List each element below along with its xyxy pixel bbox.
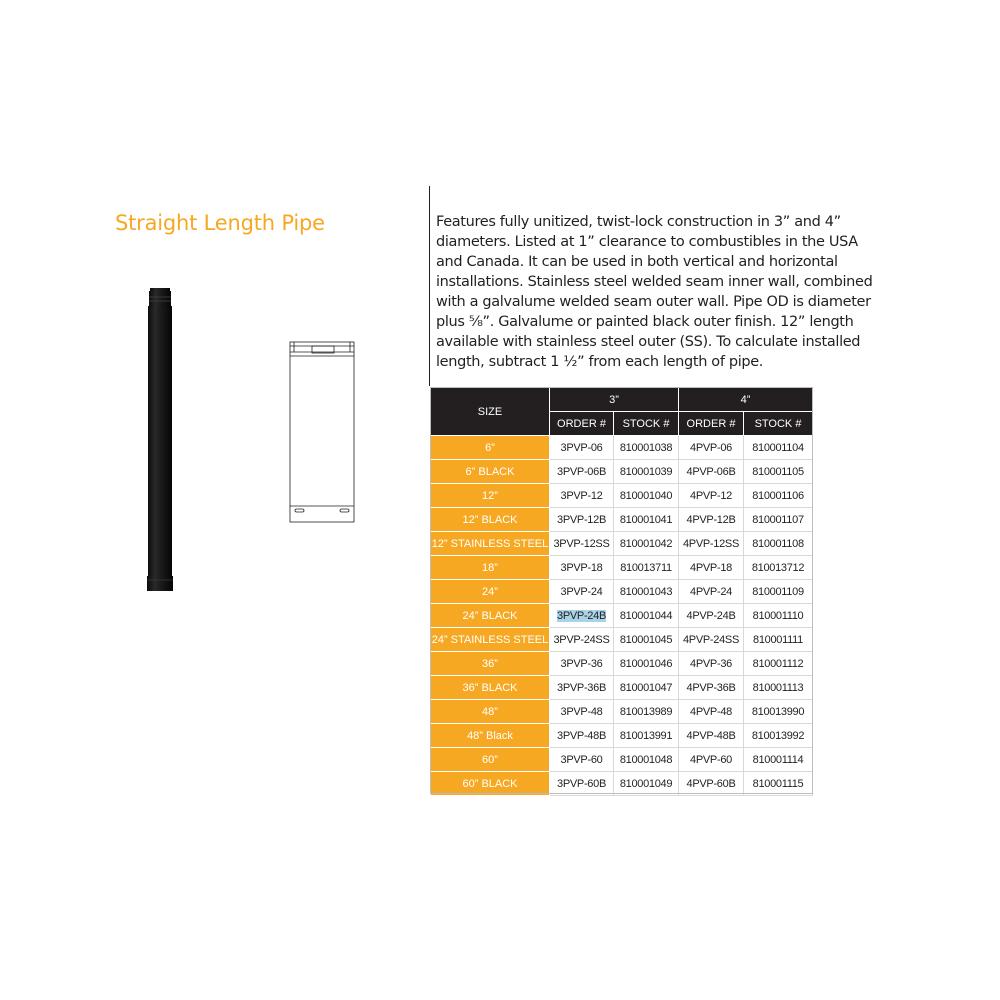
order-cell-3in: 3PVP-60 <box>550 748 614 772</box>
size-cell: 24” BLACK <box>431 604 550 628</box>
order-cell-4in: 4PVP-24SS <box>679 628 744 652</box>
product-description: Features fully unitized, twist-lock construction in 3” and 4” diameters. Listed at 1” clearance to combustibles in the USA and Canada. It can be used in both vertical and horizontal installations. Stainless steel welded seam inner wall, combined with a galvalume welded seam outer wall. Pipe OD is diameter plus ⅝”. Galvalume or painted black outer finish. 12” length available with stainless steel outer (SS). To calculate installed length, subtract 1 ½” from each length of pipe. <box>436 214 873 370</box>
order-header-3in: ORDER # <box>550 412 614 436</box>
order-cell-4in: 4PVP-24 <box>679 580 744 604</box>
order-cell-4in: 4PVP-36 <box>679 652 744 676</box>
order-cell-3in: 3PVP-36 <box>550 652 614 676</box>
stock-cell-4in: 810001110 <box>744 604 813 628</box>
size-cell: 60” <box>431 748 550 772</box>
table-row <box>431 676 813 700</box>
size-cell: 24” STAINLESS STEEL <box>431 628 550 652</box>
order-cell-3in: 3PVP-48B <box>550 724 614 748</box>
size-cell: 36” BLACK <box>431 676 550 700</box>
stock-cell-4in: 810001105 <box>744 460 813 484</box>
size-cell: 6” BLACK <box>431 460 550 484</box>
size-cell: 6” <box>431 436 550 460</box>
order-cell-3in: 3PVP-60B <box>550 772 614 796</box>
stock-cell-3in: 810001038 <box>614 436 679 460</box>
stock-cell-3in: 810001048 <box>614 748 679 772</box>
order-cell-3in: 3PVP-12B <box>550 508 614 532</box>
stock-cell-4in: 810001113 <box>744 676 813 700</box>
pipe-line-drawing <box>286 338 358 525</box>
stock-cell-4in: 810001114 <box>744 748 813 772</box>
order-cell-4in: 4PVP-24B <box>679 604 744 628</box>
table-row <box>431 628 813 652</box>
size-cell: 48” Black <box>431 724 550 748</box>
order-cell-4in: 4PVP-12 <box>679 484 744 508</box>
stock-cell-3in: 810001047 <box>614 676 679 700</box>
spec-table <box>430 387 813 796</box>
size-column-header: SIZE <box>431 388 550 436</box>
order-cell-3in: 3PVP-24SS <box>550 628 614 652</box>
group-header-4in: 4” <box>679 388 813 412</box>
stock-header-3in: STOCK # <box>614 412 679 436</box>
order-cell-4in: 4PVP-36B <box>679 676 744 700</box>
stock-cell-4in: 810001115 <box>744 772 813 796</box>
stock-header-4in: STOCK # <box>744 412 813 436</box>
page-title: Straight Length Pipe <box>115 211 325 235</box>
stock-cell-3in: 810001044 <box>614 604 679 628</box>
order-cell-3in: 3PVP-36B <box>550 676 614 700</box>
order-cell-3in <box>550 604 614 628</box>
stock-cell-3in: 810013989 <box>614 700 679 724</box>
stock-cell-4in: 810001111 <box>744 628 813 652</box>
stock-cell-3in: 810001041 <box>614 508 679 532</box>
table-row <box>431 436 813 460</box>
order-cell-3in: 3PVP-06B <box>550 460 614 484</box>
stock-cell-4in: 810001108 <box>744 532 813 556</box>
stock-cell-3in: 810001042 <box>614 532 679 556</box>
order-cell-4in: 4PVP-06B <box>679 460 744 484</box>
stock-cell-3in: 810001045 <box>614 628 679 652</box>
order-header-4in: ORDER # <box>679 412 744 436</box>
table-row <box>431 604 813 628</box>
size-cell: 12” BLACK <box>431 508 550 532</box>
stock-cell-3in: 810001040 <box>614 484 679 508</box>
size-cell: 12” STAINLESS STEEL <box>431 532 550 556</box>
size-cell: 18” <box>431 556 550 580</box>
stock-cell-4in: 810001106 <box>744 484 813 508</box>
order-cell-3in: 3PVP-18 <box>550 556 614 580</box>
stock-cell-4in: 810013990 <box>744 700 813 724</box>
order-cell-4in: 4PVP-60B <box>679 772 744 796</box>
group-header-3in: 3” <box>550 388 679 412</box>
order-cell-3in: 3PVP-48 <box>550 700 614 724</box>
table-row <box>431 748 813 772</box>
stock-cell-4in: 810001109 <box>744 580 813 604</box>
order-cell-4in: 4PVP-06 <box>679 436 744 460</box>
order-cell-4in: 4PVP-60 <box>679 748 744 772</box>
stock-cell-4in: 810013712 <box>744 556 813 580</box>
stock-cell-4in: 810001104 <box>744 436 813 460</box>
order-cell-4in: 4PVP-48 <box>679 700 744 724</box>
table-row <box>431 724 813 748</box>
size-cell: 36” <box>431 652 550 676</box>
size-cell: 12” <box>431 484 550 508</box>
order-cell-3in: 3PVP-12SS <box>550 532 614 556</box>
table-row <box>431 484 813 508</box>
table-row <box>431 532 813 556</box>
highlighted-text: 3PVP-24B <box>557 609 606 622</box>
order-cell-3in: 3PVP-24 <box>550 580 614 604</box>
stock-cell-4in: 810001107 <box>744 508 813 532</box>
order-cell-4in: 4PVP-12SS <box>679 532 744 556</box>
stock-cell-3in: 810001043 <box>614 580 679 604</box>
order-cell-4in: 4PVP-48B <box>679 724 744 748</box>
order-cell-3in: 3PVP-12 <box>550 484 614 508</box>
table-row <box>431 652 813 676</box>
table-row <box>431 580 813 604</box>
table-row <box>431 460 813 484</box>
stock-cell-3in: 810013991 <box>614 724 679 748</box>
stock-cell-3in: 810001046 <box>614 652 679 676</box>
stock-cell-3in: 810001039 <box>614 460 679 484</box>
order-cell-3in: 3PVP-06 <box>550 436 614 460</box>
stock-cell-3in: 810001049 <box>614 772 679 796</box>
divider-line <box>429 186 430 386</box>
stock-cell-4in: 810001112 <box>744 652 813 676</box>
table-row <box>431 772 813 796</box>
size-cell: 48” <box>431 700 550 724</box>
table-row <box>431 508 813 532</box>
black-pipe-image <box>140 288 180 593</box>
stock-cell-4in: 810013992 <box>744 724 813 748</box>
order-cell-4in: 4PVP-18 <box>679 556 744 580</box>
order-cell-4in: 4PVP-12B <box>679 508 744 532</box>
table-row <box>431 700 813 724</box>
table-row <box>431 556 813 580</box>
size-cell: 60” BLACK <box>431 772 550 796</box>
size-cell: 24” <box>431 580 550 604</box>
stock-cell-3in: 810013711 <box>614 556 679 580</box>
